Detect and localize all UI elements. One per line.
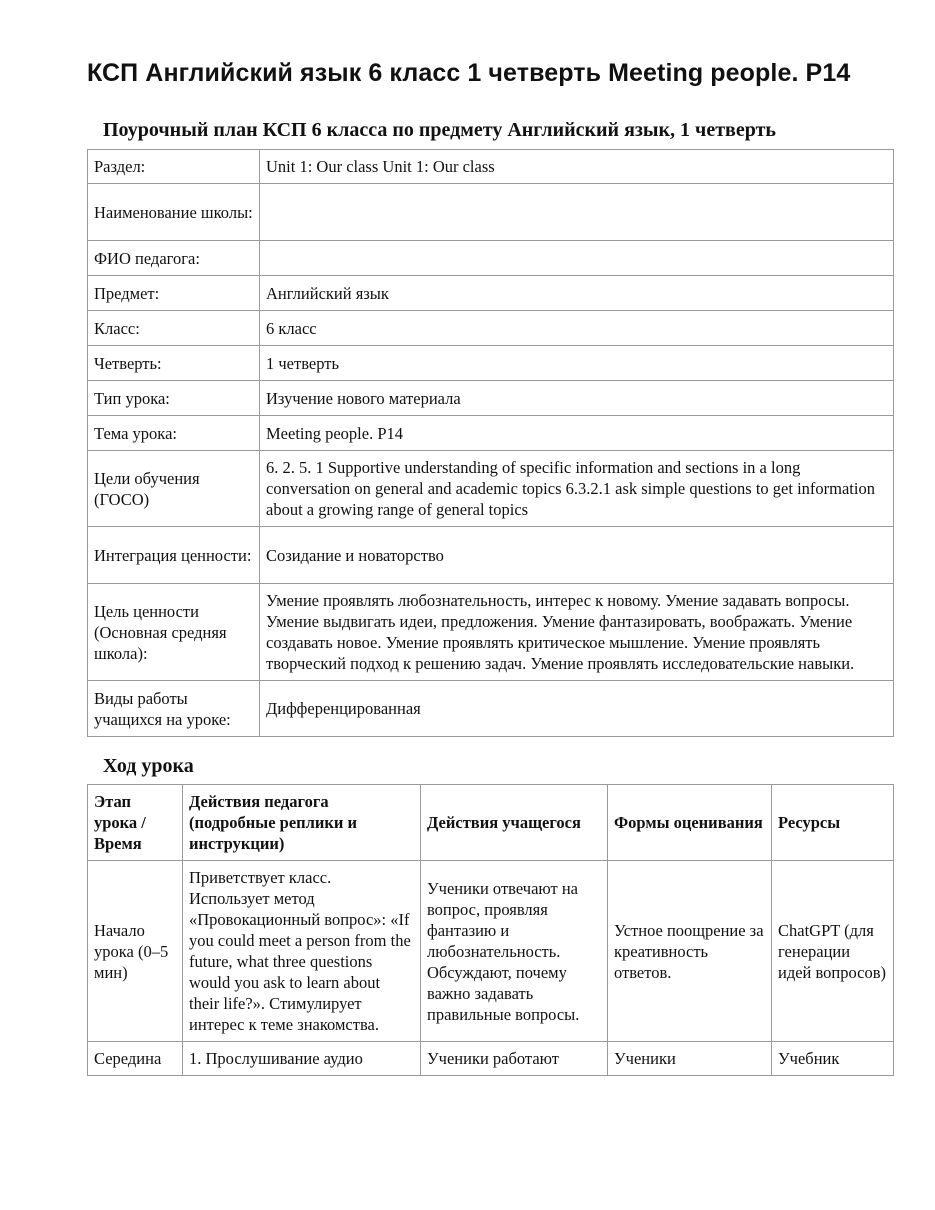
info-label: Раздел: bbox=[88, 150, 260, 184]
flow-row-beginning bbox=[88, 861, 894, 1042]
info-row-lesson-topic bbox=[88, 416, 894, 451]
flow-cell-stage: Середина bbox=[88, 1042, 183, 1076]
info-label: ФИО педагога: bbox=[88, 241, 260, 276]
lesson-flow-table bbox=[87, 784, 894, 1076]
info-label: Цели обучения (ГОСО) bbox=[88, 451, 260, 527]
info-value: Дифференцированная bbox=[260, 681, 894, 737]
info-row-lesson-type bbox=[88, 381, 894, 416]
info-label: Класс: bbox=[88, 311, 260, 346]
info-value: 6. 2. 5. 1 Supportive understanding of specific information and sections in a long conversation on general and academic topics 6.3.2.1 ask simple questions to get information about a growing range of general topics bbox=[260, 451, 894, 527]
info-label: Виды работы учащихся на уроке: bbox=[88, 681, 260, 737]
info-value: Meeting people. P14 bbox=[260, 416, 894, 451]
flow-cell-resources: Учебник bbox=[772, 1042, 894, 1076]
plan-heading: Поурочный план КСП 6 класса по предмету Английский язык, 1 четверть bbox=[103, 119, 776, 141]
flow-cell-assessment: Устное поощрение за креативность ответов. bbox=[608, 861, 772, 1042]
flow-header-assessment: Формы оценивания bbox=[608, 785, 772, 861]
info-value: Unit 1: Our class Unit 1: Our class bbox=[260, 150, 894, 184]
info-label: Четверть: bbox=[88, 346, 260, 381]
flow-cell-assessment: Ученики bbox=[608, 1042, 772, 1076]
flow-header-student-actions: Действия учащегося bbox=[421, 785, 608, 861]
info-value: 6 класс bbox=[260, 311, 894, 346]
flow-cell-resources: ChatGPT (для генерации идей вопросов) bbox=[772, 861, 894, 1042]
info-row-work-types bbox=[88, 681, 894, 737]
flow-row-middle bbox=[88, 1042, 894, 1076]
document-page bbox=[87, 58, 893, 1076]
document-title: КСП Английский язык 6 класс 1 четверть Meeting people. P14 bbox=[87, 59, 851, 87]
info-row-learning-goals bbox=[88, 451, 894, 527]
flow-cell-stage: Начало урока (0–5 мин) bbox=[88, 861, 183, 1042]
flow-cell-student-actions: Ученики отвечают на вопрос, проявляя фантазию и любознательность. Обсуждают, почему важно задавать правильные вопросы. bbox=[421, 861, 608, 1042]
flow-cell-teacher-actions: Приветствует класс. Использует метод «Провокационный вопрос»: «If you could meet a person from the future, what three questions would you ask to learn about their life?». Стимулирует интерес к теме знакомства. bbox=[183, 861, 421, 1042]
lesson-info-table bbox=[87, 149, 894, 737]
info-row-subject bbox=[88, 276, 894, 311]
info-row-quarter bbox=[88, 346, 894, 381]
info-label: Предмет: bbox=[88, 276, 260, 311]
info-row-section bbox=[88, 150, 894, 184]
info-label: Цель ценности (Основная средняя школа): bbox=[88, 584, 260, 681]
info-label: Тема урока: bbox=[88, 416, 260, 451]
info-row-value-integration bbox=[88, 527, 894, 584]
info-label: Тип урока: bbox=[88, 381, 260, 416]
flow-header-resources: Ресурсы bbox=[772, 785, 894, 861]
info-row-school bbox=[88, 184, 894, 241]
info-row-grade bbox=[88, 311, 894, 346]
info-value: Умение проявлять любознательность, интерес к новому. Умение задавать вопросы. Умение выдвигать идеи, предложения. Умение фантазировать, воображать. Умение создавать новое. Умение проявлять критическое мышление. Умение проявлять творческий подход к решению задач. Умение проявлять исследовательские навыки. bbox=[260, 584, 894, 681]
info-value: Английский язык bbox=[260, 276, 894, 311]
flow-header-row bbox=[88, 785, 894, 861]
info-value bbox=[260, 184, 894, 241]
info-value: Созидание и новаторство bbox=[260, 527, 894, 584]
info-label: Наименование школы: bbox=[88, 184, 260, 241]
info-value bbox=[260, 241, 894, 276]
info-row-value-goal bbox=[88, 584, 894, 681]
flow-header-teacher-actions: Действия педагога (подробные реплики и инструкции) bbox=[183, 785, 421, 861]
info-label: Интеграция ценности: bbox=[88, 527, 260, 584]
info-value: 1 четверть bbox=[260, 346, 894, 381]
flow-header-stage: Этап урока / Время bbox=[88, 785, 183, 861]
info-value: Изучение нового материала bbox=[260, 381, 894, 416]
info-row-teacher bbox=[88, 241, 894, 276]
lesson-flow-heading: Ход урока bbox=[103, 755, 194, 777]
flow-cell-student-actions: Ученики работают bbox=[421, 1042, 608, 1076]
flow-cell-teacher-actions: 1. Прослушивание аудио bbox=[183, 1042, 421, 1076]
